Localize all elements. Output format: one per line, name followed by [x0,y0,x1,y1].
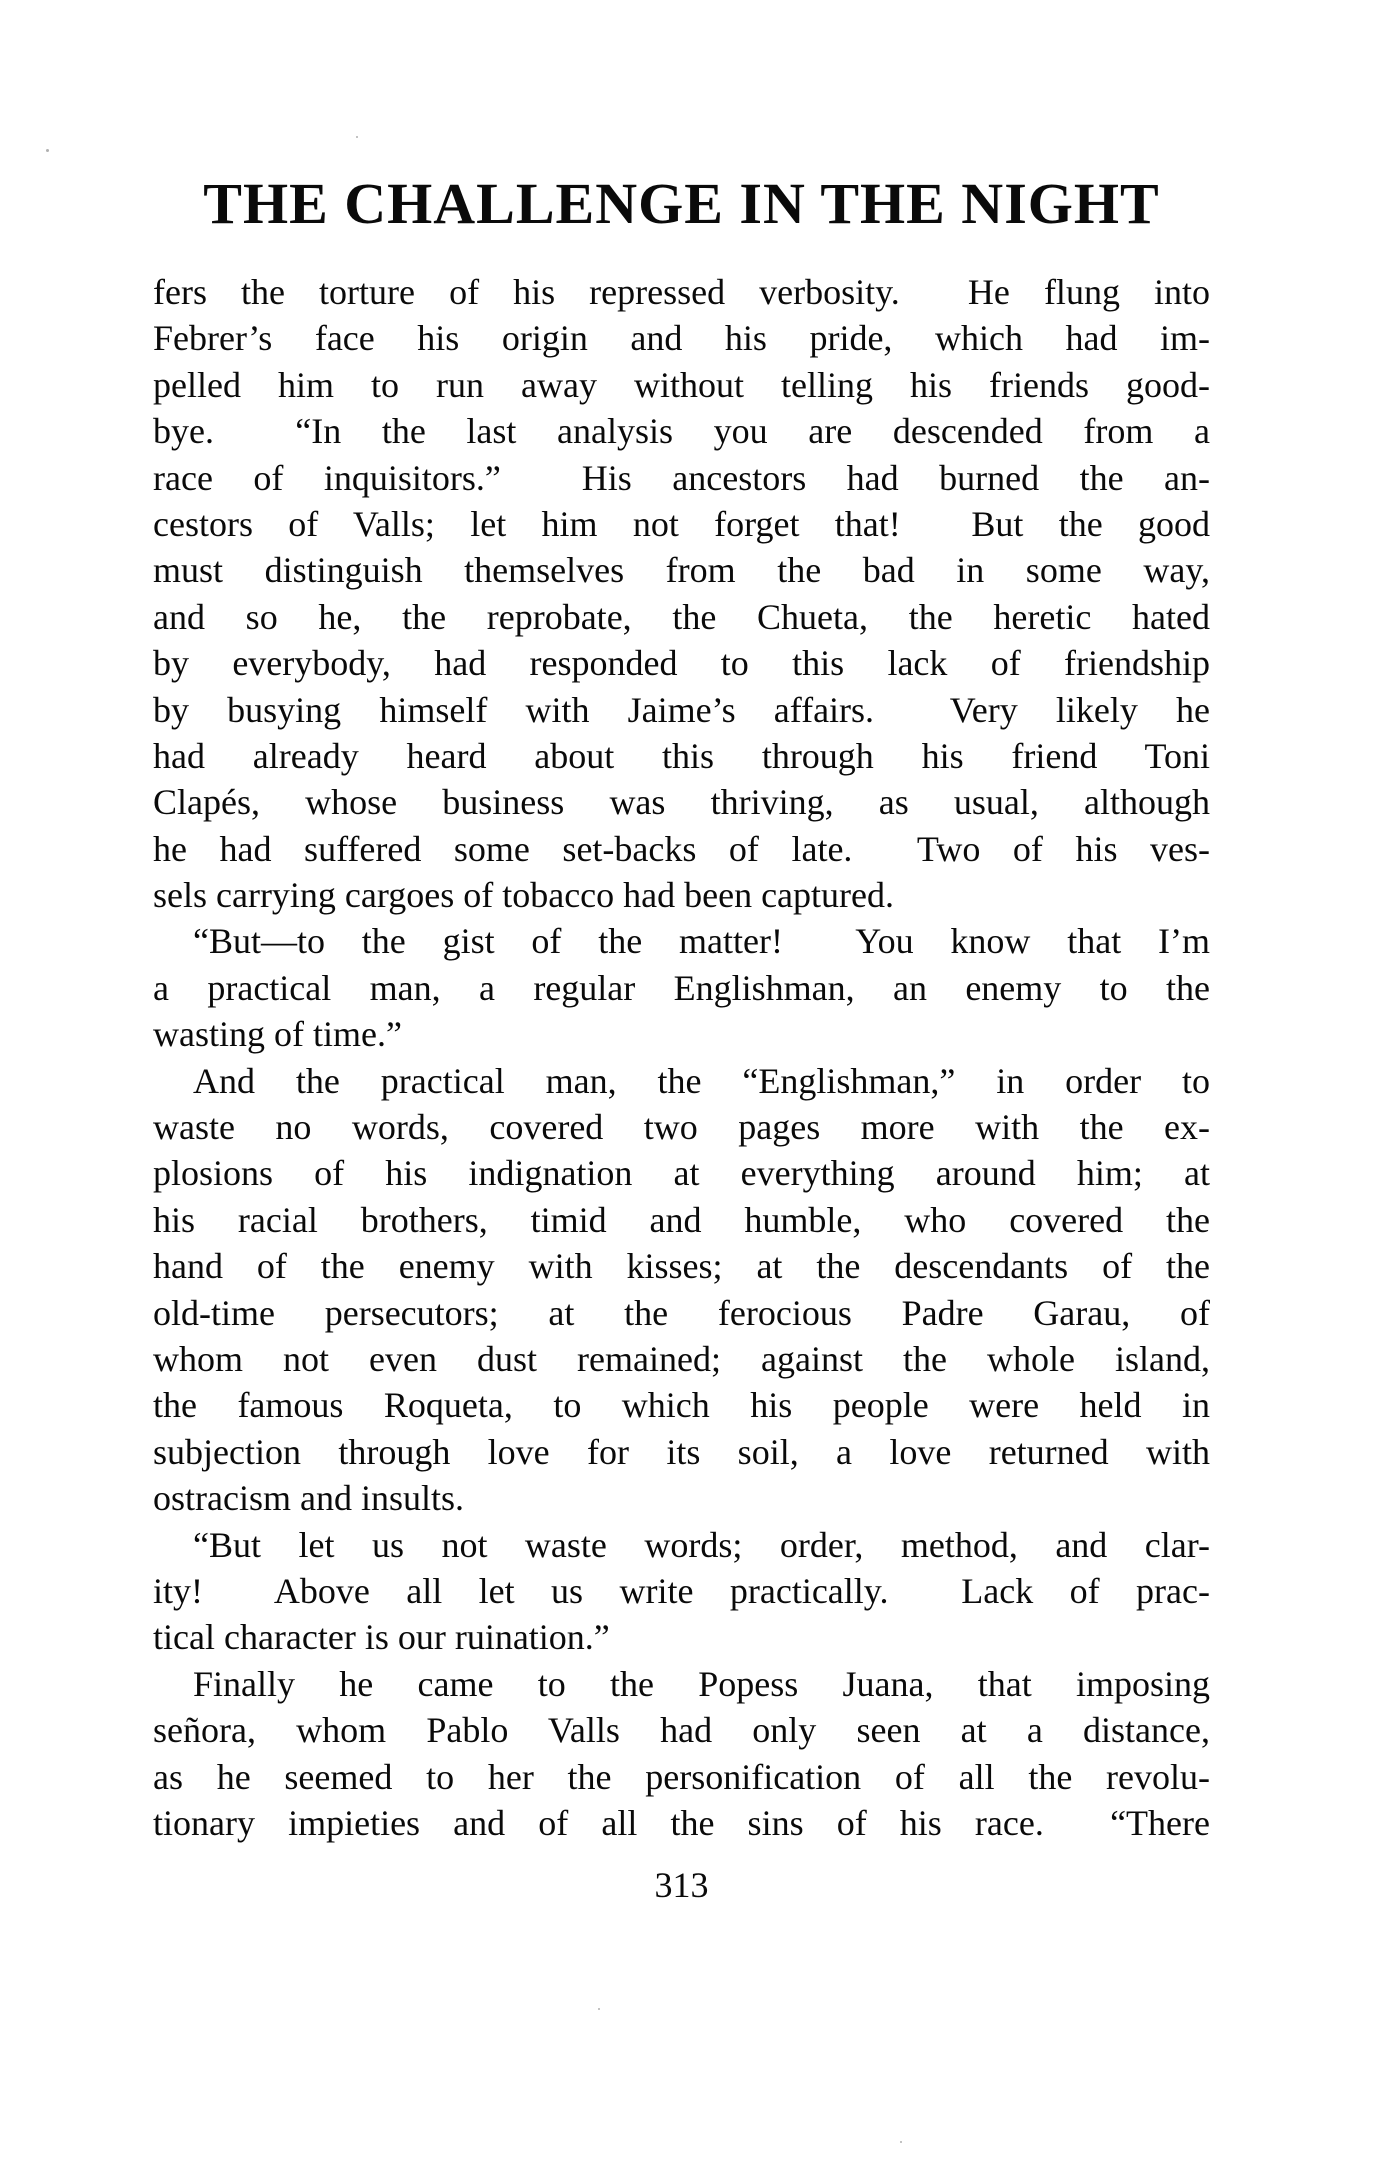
body-text [153,269,1210,1846]
text-line: a practical man, a regular Englishman, an enemy to the [153,967,1210,1008]
text-line: Clapés, whose business was thriving, as usual, although [153,782,1210,823]
page-title: THE CHALLENGE IN THE NIGHT [203,171,1160,236]
text-line: and so he, the reprobate, the Chueta, the heretic hated [153,596,1210,637]
text-line: fers the torture of his repressed verbosity. He flung into [153,272,1210,312]
text-line: his racial brothers, timid and humble, who covered the [153,1199,1210,1240]
scan-speck [46,149,49,152]
text-line: sels carrying cargoes of tobacco had been captured. [153,875,895,916]
text-line: he had suffered some set-backs of late. Two of his ves- [153,828,1210,869]
text-line: old-time persecutors; at the ferocious Padre Garau, of [153,1292,1210,1333]
text-line: by busying himself with Jaime’s affairs. Very likely he [153,689,1210,730]
text-line: tionary impieties and of all the sins of his race. “There [153,1802,1210,1843]
text-line: must distinguish themselves from the bad in some way, [153,550,1210,591]
text-line: subjection through love for its soil, a love returned with [153,1431,1210,1472]
text-line: had already heard about this through his friend Toni [153,735,1210,776]
text-line: the famous Roqueta, to which his people were held in [153,1385,1210,1426]
text-line: by everybody, had responded to this lack of friendship [153,643,1210,684]
text-line: whom not even dust remained; against the whole island, [153,1338,1210,1379]
text-line: race of inquisitors.” His ancestors had burned the an- [153,457,1210,498]
text-line: ostracism and insults. [153,1478,464,1519]
text-line: “But—to the gist of the matter! You know that I’m [193,921,1210,962]
text-line: hand of the enemy with kisses; at the descendants of the [153,1246,1210,1287]
text-line: tical character is our ruination.” [153,1617,610,1658]
text-line: “But let us not waste words; order, method, and clar- [193,1524,1210,1565]
text-line: Finally he came to the Popess Juana, that imposing [193,1663,1210,1704]
text-line: ity! Above all let us write practically. Lack of prac- [153,1570,1210,1611]
text-line: plosions of his indignation at everything around him; at [153,1153,1210,1194]
text-line: señora, whom Pablo Valls had only seen at a distance, [153,1710,1210,1751]
text-line: cestors of Valls; let him not forget that! But the good [153,503,1210,544]
page-number: 313 [654,1865,709,1905]
text-line: bye. “In the last analysis you are descended from a [153,411,1210,452]
text-line: Febrer’s face his origin and his pride, which had im- [153,318,1210,359]
text-line: waste no words, covered two pages more with the ex- [153,1107,1210,1148]
text-line: And the practical man, the “Englishman,” in order to [193,1060,1210,1101]
text-line: as he seemed to her the personification of all the revolu- [153,1756,1210,1797]
scan-speck [900,2141,902,2143]
scan-speck [356,136,358,138]
text-line: pelled him to run away without telling his friends good- [153,364,1210,405]
text-line: wasting of time.” [153,1014,402,1055]
scan-speck [598,2008,600,2010]
